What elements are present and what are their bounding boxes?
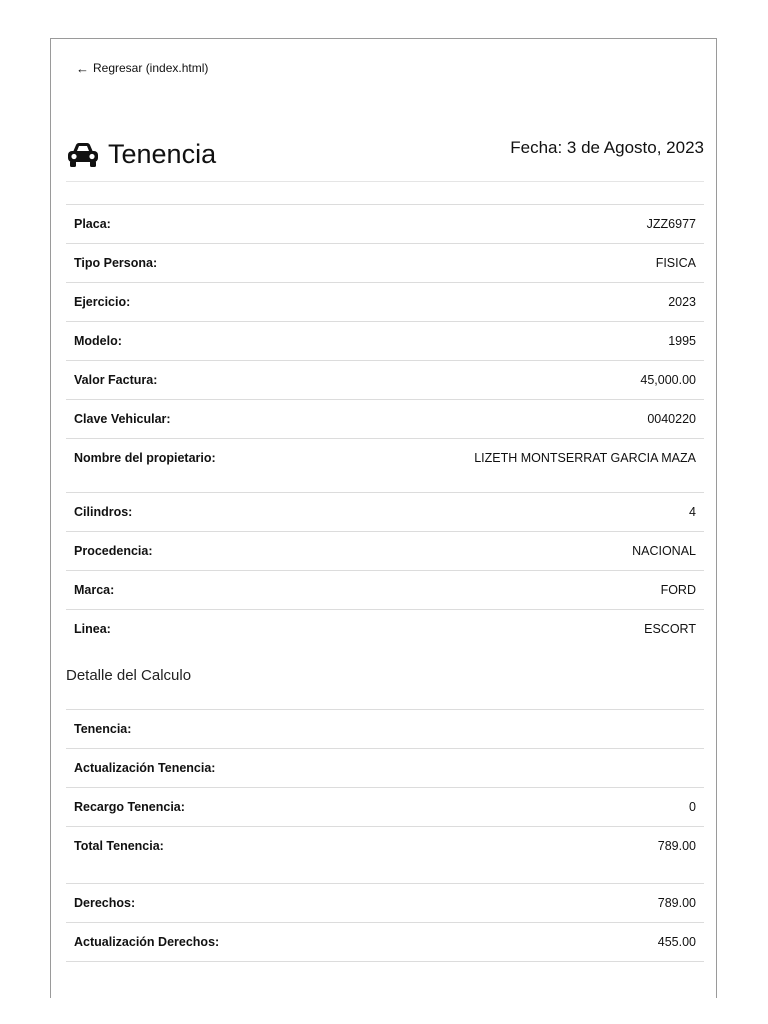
table-row (66, 361, 704, 400)
table-row (66, 400, 704, 439)
tenencia-table (66, 709, 704, 865)
row-label: Recargo Tenencia: (66, 788, 541, 827)
page-header (66, 135, 704, 182)
row-label: Valor Factura: (66, 361, 320, 400)
table-row (66, 749, 704, 788)
table-row (66, 283, 704, 322)
row-label: Placa: (66, 205, 320, 244)
row-value: 4 (412, 493, 704, 532)
row-label: Linea: (66, 610, 412, 649)
table-row (66, 710, 704, 749)
table-row (66, 322, 704, 361)
row-label: Nombre del propietario: (66, 439, 320, 478)
page-title (66, 139, 216, 170)
row-label: Cilindros: (66, 493, 412, 532)
table-row (66, 610, 704, 649)
table-row (66, 884, 704, 923)
row-value: 1995 (320, 322, 704, 361)
table-row (66, 493, 704, 532)
table-row (66, 205, 704, 244)
table-row (66, 827, 704, 866)
back-link-label: Regresar (index.html) (93, 61, 209, 75)
row-label: Tipo Persona: (66, 244, 320, 283)
row-label: Actualización Tenencia: (66, 749, 541, 788)
derechos-table (66, 883, 704, 962)
table-row (66, 244, 704, 283)
row-value: 0 (541, 788, 704, 827)
row-label: Total Tenencia: (66, 827, 541, 866)
page-frame (50, 38, 717, 998)
calc-section-title: Detalle del Calculo (66, 667, 192, 684)
row-value: 0040220 (320, 400, 704, 439)
row-value: FORD (412, 571, 704, 610)
row-value: NACIONAL (412, 532, 704, 571)
arrow-left-icon: ← (76, 60, 89, 76)
row-value: JZZ6977 (320, 205, 704, 244)
car-icon (66, 141, 100, 169)
row-value: LIZETH MONTSERRAT GARCIA MAZA (320, 439, 704, 478)
row-label: Actualización Derechos: (66, 923, 543, 962)
row-label: Procedencia: (66, 532, 412, 571)
vehicle-table (66, 204, 704, 477)
row-value: 2023 (320, 283, 704, 322)
table-row (66, 788, 704, 827)
row-value (541, 749, 704, 788)
row-value: 789.00 (541, 827, 704, 866)
row-label: Clave Vehicular: (66, 400, 320, 439)
vehicle-details-table (66, 492, 704, 648)
row-value: 455.00 (543, 923, 704, 962)
row-value: 45,000.00 (320, 361, 704, 400)
row-label: Marca: (66, 571, 412, 610)
row-value: FISICA (320, 244, 704, 283)
row-label: Derechos: (66, 884, 543, 923)
row-label: Modelo: (66, 322, 320, 361)
row-label: Ejercicio: (66, 283, 320, 322)
table-row (66, 571, 704, 610)
back-link[interactable] (76, 61, 208, 75)
page-title-text: Tenencia (108, 139, 217, 169)
table-row (66, 439, 704, 478)
row-label: Tenencia: (66, 710, 541, 749)
date-label: Fecha: 3 de Agosto, 2023 (510, 138, 704, 157)
table-row (66, 923, 704, 962)
row-value: 789.00 (543, 884, 704, 923)
row-value (541, 710, 704, 749)
table-row (66, 532, 704, 571)
row-value: ESCORT (412, 610, 704, 649)
